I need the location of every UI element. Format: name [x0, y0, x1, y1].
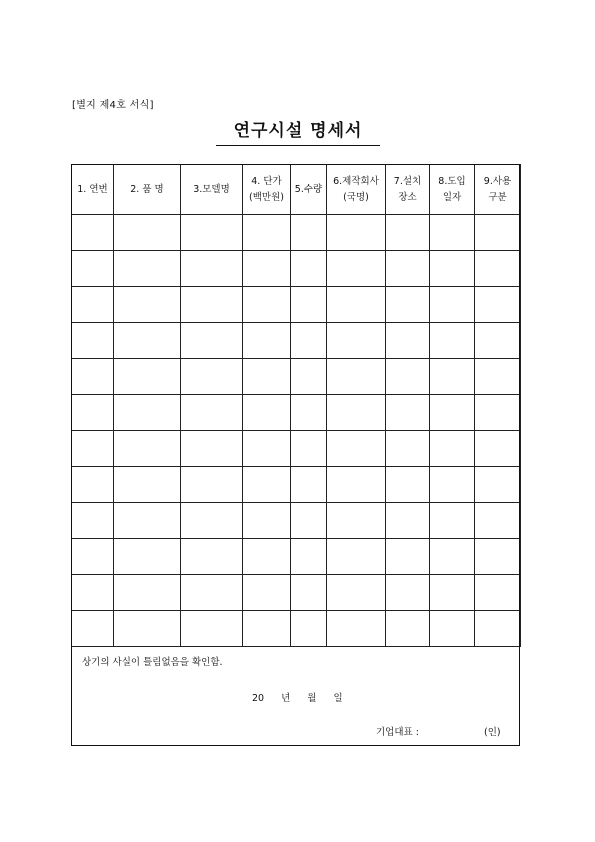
column-header-text: 3.모델명 — [193, 183, 230, 195]
confirmation-text: 상기의 사실이 틀림없음을 확인함. — [82, 657, 223, 668]
form-number-label: [별지 제4호 서식] — [72, 100, 154, 111]
column-header-text: 7.설치 — [393, 175, 422, 187]
column-header-text: (백만원) — [249, 191, 284, 203]
column-header-text: 4. 단가 — [251, 175, 282, 187]
column-header-text: 6.제작회사 — [333, 175, 379, 187]
column-header-text: 8.도입 — [438, 175, 466, 187]
page-title: 연구시설 명세서 — [233, 121, 363, 141]
column-header-text: 1. 연번 — [77, 183, 108, 195]
date-line: 20 년 월 일 — [252, 693, 343, 704]
column-header-text: 5.수량 — [294, 183, 323, 195]
signer-label: 기업대표 : — [376, 727, 419, 738]
column-header-text: 2. 품 명 — [130, 183, 164, 195]
column-header-text: 장소 — [398, 191, 417, 203]
column-header-text: (국명) — [343, 191, 369, 203]
seal-mark: (인) — [484, 727, 501, 738]
column-header-text: 일자 — [442, 191, 462, 203]
title-underline — [216, 145, 380, 146]
column-header-text: 구분 — [488, 191, 507, 203]
column-header-text: 9.사용 — [483, 175, 512, 187]
